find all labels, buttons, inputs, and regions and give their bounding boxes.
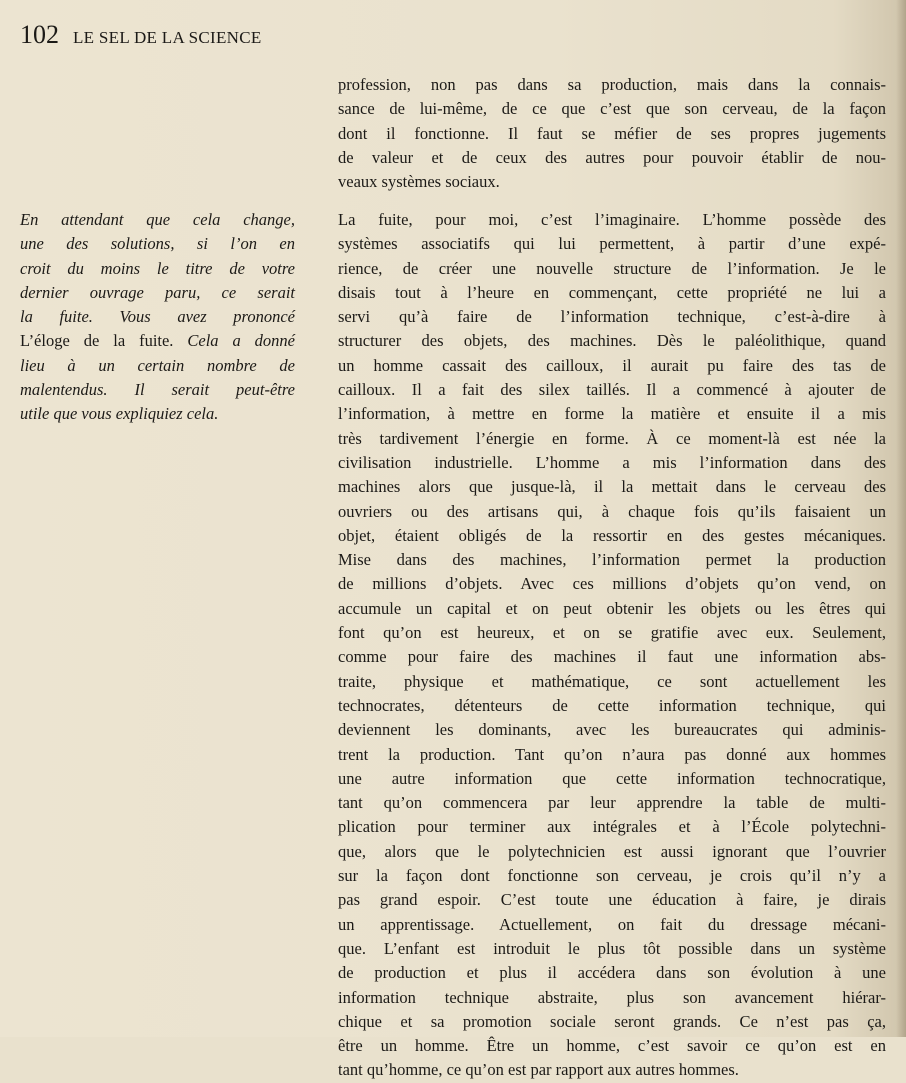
text-line: que, alors que le polytechnicien est aussi ignorant que l’ouvrier xyxy=(338,841,886,861)
text-line: un homme cassait des cailloux, il aurait pu faire des tas de xyxy=(338,355,886,375)
text-line: Mise dans des machines, l’information permet la production xyxy=(338,550,886,570)
text-line: machines alors que jusque-là, il la mettait dans le cerveau des xyxy=(338,477,886,497)
text-line: profession, non pas dans sa production, mais dans la connais- xyxy=(338,75,886,94)
question-line: une des solutions, si l’on en xyxy=(20,234,295,254)
text-line: disais tout à l’heure en commençant, cette propriété ne lui a xyxy=(338,282,886,302)
text-line: une autre information que cette information technocratique, xyxy=(338,768,886,788)
text-line: traite, physique et mathématique, ce sont actuellement les xyxy=(338,671,886,691)
book-title: L’éloge de la fuite. xyxy=(20,331,174,351)
answer-paragraph-1 xyxy=(338,73,886,194)
text-line: un apprentissage. Actuellement, on fait du dressage mécani- xyxy=(338,914,886,934)
text-line: pas grand espoir. C’est toute une éducation à faire, je dirais xyxy=(338,890,886,910)
text-line: civilisation industrielle. L’homme a mis l’information dans des xyxy=(338,452,886,472)
text-line: font qu’on est heureux, et on se gratifie avec eux. Seulement, xyxy=(338,623,886,643)
text-line: plication pour terminer aux intégrales et à l’École polytechni- xyxy=(338,817,886,837)
text-line: technocrates, détenteurs de cette information technique, qui xyxy=(338,695,886,715)
question-line: malentendus. Il serait peut-être xyxy=(20,380,295,400)
text-line: comme pour faire des machines il faut une information abs- xyxy=(338,647,886,667)
text-line: systèmes associatifs qui lui permettent, à partir d’une expé- xyxy=(338,234,886,254)
question-line: lieu à un certain nombre de xyxy=(20,355,295,375)
text-line: que. L’enfant est introduit le plus tôt possible dans un système xyxy=(338,938,886,958)
text-line: rience, de créer une nouvelle structure de l’information. Je le xyxy=(338,258,886,278)
text-line: veaux systèmes sociaux. xyxy=(338,172,500,192)
question-line: la fuite. Vous avez prononcé xyxy=(20,307,295,327)
question-line xyxy=(20,329,295,353)
text-line: de valeur et de ceux des autres pour pouvoir établir de nou- xyxy=(338,147,886,167)
question-line: croit du moins le titre de votre xyxy=(20,258,295,278)
text-line: l’information, à mettre en forme la matière et ensuite il a mis xyxy=(338,404,886,424)
text-line: accumule un capital et on peut obtenir les objets ou les êtres qui xyxy=(338,598,886,618)
text-line: trent la production. Tant qu’on n’aura pas donné aux hommes xyxy=(338,744,886,764)
page-number: 102 xyxy=(20,20,59,49)
text-line: ouvriers ou des artisans qui, à chaque fois qu’ils faisaient un xyxy=(338,501,886,521)
question-line: utile que vous expliquiez cela. xyxy=(20,404,219,424)
question-line: En attendant que cela change, xyxy=(20,210,295,229)
text-line: information technique abstraite, plus son avancement hiérar- xyxy=(338,987,886,1007)
text-line: de millions d’objets. Avec ces millions d’objets qu’on vend, on xyxy=(338,574,886,594)
text-line: structurer des objets, des machines. Dès le paléolithique, quand xyxy=(338,331,886,351)
text-line: objet, étaient obligés de la ressortir en des gestes mécaniques. xyxy=(338,525,886,545)
text-line: dont il fonctionne. Il faut se méfier de ses propres jugements xyxy=(338,123,886,143)
question-line-rest: Cela a donné xyxy=(173,331,295,351)
text-line: sance de lui-même, de ce que c’est que son cerveau, de la façon xyxy=(338,99,886,119)
running-title: LE SEL DE LA SCIENCE xyxy=(73,28,262,47)
text-line: chique et sa promotion sociale seront grands. Ce n’est pas ça, xyxy=(338,1011,886,1031)
page-edge-shadow xyxy=(896,0,906,1037)
text-line: être un homme. Être un homme, c’est savoir ce qu’on est en xyxy=(338,1036,886,1056)
text-line: très tardivement l’énergie en forme. À ce moment-là est née la xyxy=(338,428,886,448)
text-line: servi qu’à faire de l’information technique, c’est-à-dire à xyxy=(338,307,886,327)
question-line: dernier ouvrage paru, ce serait xyxy=(20,282,295,302)
text-line: tant qu’on commencera par leur apprendre la table de multi- xyxy=(338,793,886,813)
text-line: La fuite, pour moi, c’est l’imaginaire. L’homme possède des xyxy=(338,210,886,229)
interviewer-question xyxy=(20,208,295,427)
text-line: sur la façon dont fonctionne son cerveau, je crois qu’il n’y a xyxy=(338,866,886,886)
text-line: cailloux. Il a fait des silex taillés. Il a commencé à ajouter de xyxy=(338,380,886,400)
text-line: tant qu’homme, ce qu’on est par rapport aux autres hommes. xyxy=(338,1060,739,1080)
text-line: de production et plus il accédera dans son évolution à une xyxy=(338,963,886,983)
page-header xyxy=(20,20,262,50)
text-line: deviennent les dominants, avec les bureaucrates qui adminis- xyxy=(338,720,886,740)
answer-paragraph-2 xyxy=(338,208,886,1083)
